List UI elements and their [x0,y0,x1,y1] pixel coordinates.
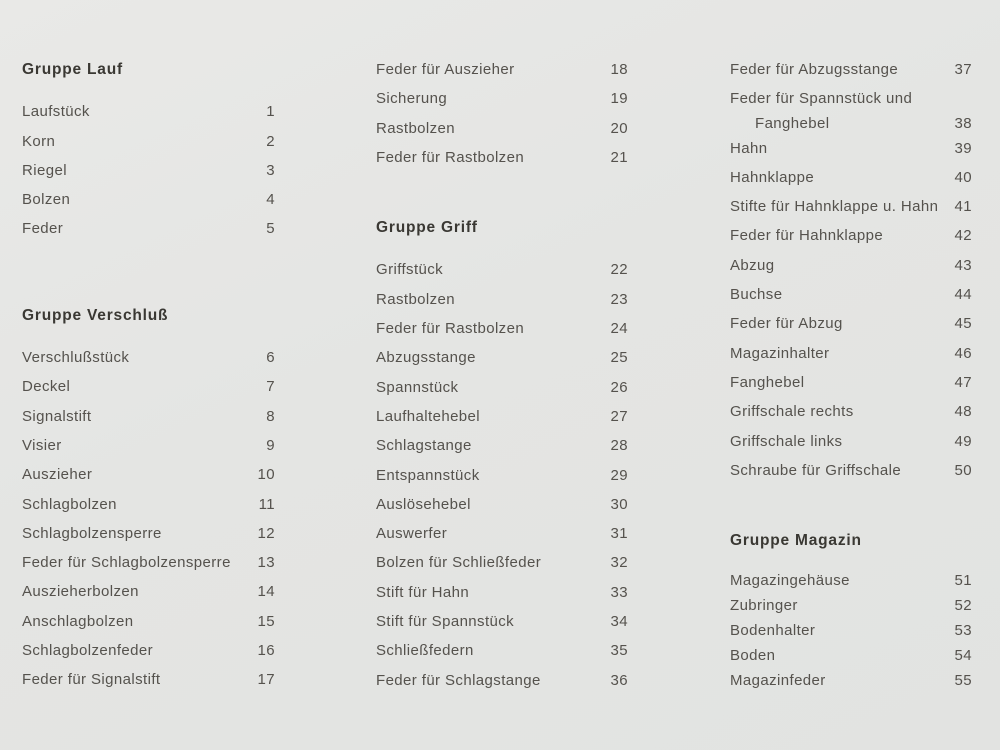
parts-row [22,372,275,401]
part-name: Buchse [730,286,783,304]
group-heading: Gruppe Verschluß [22,306,169,324]
part-number: 26 [610,378,628,396]
part-number: 25 [610,349,628,367]
part-name: Bodenhalter [730,622,816,640]
parts-column [730,0,972,693]
part-name: Stift für Hahn [376,583,470,601]
part-name: Feder für Schlagstange [376,671,541,689]
parts-row [376,666,628,695]
part-name: Feder für Rastbolzen [376,148,525,166]
part-name: Rastbolzen [376,119,456,137]
parts-row [376,490,628,519]
part-number: 42 [954,227,972,245]
part-number: 14 [257,583,275,601]
parts-row [376,431,628,460]
parts-row [22,97,275,126]
parts-row [730,427,972,456]
parts-row [376,578,628,607]
part-number: 7 [266,378,275,396]
parts-row [730,251,972,280]
parts-row [730,134,972,163]
part-name: Boden [730,647,776,665]
part-name: Schließfedern [376,642,474,660]
part-name: Schraube für Griffschale [730,461,902,479]
parts-row [376,114,628,143]
parts-row-continuation [730,114,972,134]
group-heading: Gruppe Lauf [22,61,123,78]
part-number: 19 [610,90,628,108]
part-number: 22 [610,261,628,279]
parts-row [730,221,972,250]
part-number: 50 [954,461,972,479]
part-number: 54 [954,647,972,665]
part-number: 16 [257,642,275,660]
part-name: Stifte für Hahnklappe u. Hahn [730,198,939,216]
part-number: 8 [266,407,275,425]
part-number: 44 [954,286,972,304]
part-number: 13 [257,554,275,572]
part-number: 27 [610,407,628,425]
part-number: 6 [266,349,275,367]
parts-row [376,143,628,172]
parts-row [376,636,628,665]
part-name: Magazingehäuse [730,572,850,590]
part-name: Feder für Signalstift [22,671,161,689]
part-number: 21 [610,148,628,166]
parts-row [376,607,628,636]
part-name: Feder für Abzugsstange [730,61,899,78]
parts-group-section [376,213,628,695]
parts-row [22,577,275,606]
group-heading: Gruppe Magazin [730,532,862,550]
part-name: Magazinfeder [730,672,826,690]
part-name: Feder für Spannstück und [730,90,913,108]
parts-row [22,636,275,665]
parts-group-section [376,55,628,172]
part-name: Griffschale links [730,432,843,450]
parts-row [376,285,628,314]
part-name: Feder für Auszieher [376,61,515,78]
part-number: 40 [954,168,972,186]
part-number: 18 [610,61,628,78]
part-number: 28 [610,437,628,455]
part-number: 33 [610,583,628,601]
part-name: Zubringer [730,597,798,615]
part-name: Magazinhalter [730,344,830,362]
parts-row [376,548,628,577]
parts-row [730,192,972,221]
parts-row [730,368,972,397]
parts-column [376,0,628,695]
part-number: 3 [266,161,275,179]
part-number: 46 [954,344,972,362]
part-name: Verschlußstück [22,349,130,367]
parts-row [376,519,628,548]
part-number: 9 [266,436,275,454]
part-number: 51 [954,572,972,590]
parts-row [22,185,275,214]
parts-row [730,456,972,485]
part-number: 34 [610,613,628,631]
part-name: Schlagbolzensperre [22,524,162,542]
part-name: Sicherung [376,90,448,108]
part-number: 45 [954,315,972,333]
part-number: 48 [954,403,972,421]
part-name: Laufhaltehebel [376,407,481,425]
part-number: 2 [266,132,275,150]
parts-row [22,665,275,694]
parts-row [730,339,972,368]
part-number: 23 [610,290,628,308]
part-name: Bolzen [22,191,71,209]
parts-row [730,568,972,593]
parts-group-section [22,301,275,695]
part-name: Abzugsstange [376,349,476,367]
part-number: 15 [257,612,275,630]
part-name: Griffschale rechts [730,403,854,421]
parts-row [376,373,628,402]
part-name: Auswerfer [376,525,448,543]
part-name: Stift für Spannstück [376,613,515,631]
part-name: Schlagstange [376,437,472,455]
parts-group-section [22,55,275,244]
part-number: 52 [954,597,972,615]
parts-row [730,309,972,338]
part-number: 47 [954,373,972,391]
part-number: 4 [266,191,275,209]
part-number: 37 [954,61,972,78]
parts-group-section [730,55,972,485]
part-name: Auszieher [22,466,93,484]
part-name: Signalstift [22,407,92,425]
part-name: Spannstück [376,378,459,396]
part-name: Rastbolzen [376,290,456,308]
parts-row [22,519,275,548]
part-name: Feder für Hahnklappe [730,227,884,245]
parts-column [22,0,275,695]
group-heading: Gruppe Griff [376,219,478,237]
part-name: Schlagbolzenfeder [22,642,154,660]
parts-row [22,343,275,372]
parts-row [376,343,628,372]
part-name: Korn [22,132,56,150]
part-number: 17 [257,671,275,689]
parts-row [376,402,628,431]
part-number: 53 [954,622,972,640]
part-name: Hahn [730,139,768,157]
part-name: Deckel [22,378,71,396]
part-name: Hahnklappe [730,168,815,186]
part-number: 5 [266,220,275,238]
part-name: Abzug [730,256,775,274]
part-number: 30 [610,495,628,513]
part-name: Feder für Abzug [730,315,843,333]
parts-row [22,460,275,489]
parts-row [22,490,275,519]
parts-row [376,84,628,113]
part-number: 11 [258,495,275,513]
parts-row [376,55,628,84]
part-name: Bolzen für Schließfeder [376,554,542,572]
parts-row [730,668,972,693]
parts-row [730,618,972,643]
parts-row [22,127,275,156]
parts-group-section [730,526,972,693]
parts-row [376,314,628,343]
part-number: 12 [257,524,275,542]
parts-row [376,255,628,284]
parts-row [730,397,972,426]
parts-row [730,593,972,618]
parts-row [730,280,972,309]
parts-row [730,163,972,192]
part-name: Visier [22,436,62,454]
part-number: 35 [610,642,628,660]
part-number: 1 [266,103,275,121]
parts-row [22,156,275,185]
part-number: 10 [257,466,275,484]
parts-row [730,55,972,84]
part-name: Auslösehebel [376,495,471,513]
part-name: Riegel [22,161,67,179]
part-name: Feder für Rastbolzen [376,320,525,338]
part-number: 31 [610,525,628,543]
parts-row [22,214,275,243]
part-name: Feder [22,220,64,238]
parts-row [22,548,275,577]
parts-row [22,431,275,460]
part-name: Schlagbolzen [22,495,117,513]
part-number: 43 [954,256,972,274]
part-name: Fanghebel [730,373,805,391]
part-number: 32 [610,554,628,572]
part-number: 24 [610,320,628,338]
parts-row [376,461,628,490]
parts-row [22,402,275,431]
part-number: 55 [954,672,972,690]
part-name: Anschlagbolzen [22,612,134,630]
part-name: Entspannstück [376,466,480,484]
part-number: 41 [954,198,972,216]
part-number: 20 [610,119,628,137]
part-name: Griffstück [376,261,444,279]
part-number: 49 [954,432,972,450]
part-number: 39 [954,139,972,157]
parts-row [730,643,972,668]
part-number: 38 [954,114,972,132]
part-number: 36 [610,671,628,689]
part-name: Auszieherbolzen [22,583,139,601]
part-name: Feder für Schlagbolzensperre [22,554,231,572]
parts-row [22,607,275,636]
part-name: Fanghebel [755,114,830,132]
part-name: Laufstück [22,103,90,121]
part-number: 29 [610,466,628,484]
parts-row [730,84,972,113]
